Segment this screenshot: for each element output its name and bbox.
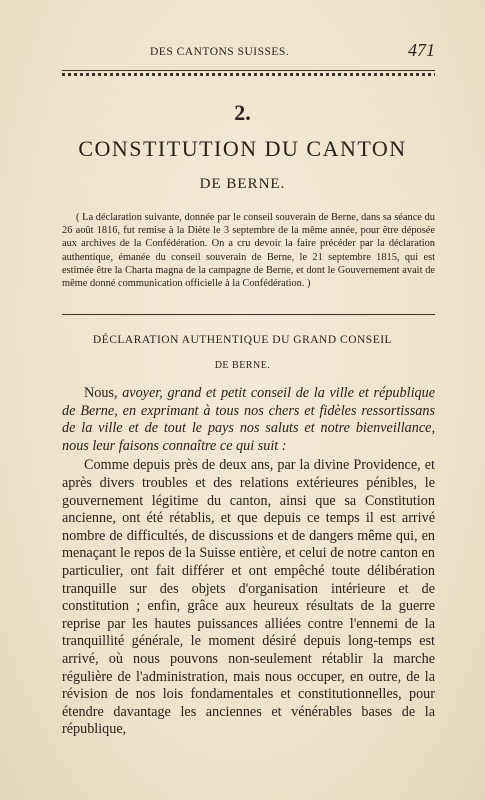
intro-lead: Nous,	[84, 385, 118, 401]
chapter-title: CONSTITUTION DU CANTON	[78, 136, 407, 161]
declaration-title: DÉCLARATION AUTHENTIQUE DU GRAND CONSEIL	[92, 334, 393, 346]
ornamental-rule	[62, 70, 435, 77]
section-number: 2.	[234, 100, 251, 125]
section-divider	[62, 314, 435, 315]
chapter-subtitle: DE BERNE.	[199, 176, 286, 192]
declaration-subtitle: DE BERNE.	[214, 360, 271, 371]
running-title: DES CANTONS SUISSES.	[150, 46, 290, 58]
intro-paragraph	[62, 385, 435, 455]
running-head	[60, 40, 435, 62]
main-paragraph: Comme depuis près de deux ans, par la divine Providence, et après divers troubles et des relations extérieures pénibles, le gouvernement légitime du canton, ainsi que sa Constitution ancienne, ont été rétablis, et que depuis ce temps il est arrivé nombre de difficultés, de discussions et de dangers même qui, en menaçant le repos de la Suisse entière, et celui de notre canton en particulier, ont fait différer et ont empêché toute délibération tranquille sur des objets d'organisation intérieure et de constitution ; enfin, grâce aux heureux résultats de la guerre reprise par les hautes puissances alliées contre l'ennemi de la tranquillité générale, le moment désiré depuis long-temps est arrivé, où nous pouvons non-seulement rétablir la marche régulière de l'administration, mais nous occuper, en outre, de la révision de nos lois fondamentales et constitutionnelles, pour étendre davantage les anciennes et vénérables bases de la république,	[62, 457, 435, 738]
body-text	[62, 385, 435, 739]
page-number: 471	[408, 40, 435, 60]
intro-rest: avoyer, grand et petit conseil de la ville et république de Berne, en exprimant à tous nos chers et fidèles ressortissans de la ville et de tout le pays nos saluts et notre bienveillance, nous leur faisons connaître ce qui suit :	[62, 385, 435, 454]
introductory-note: ( La déclaration suivante, donnée par le conseil souverain de Berne, dans sa séance du 26 août 1816, fut remise à la Diète le 3 septembre de la même année, pour être déposée aux archives de la Confédération. On a cru devoir la faire précéder par la déclaration authentique, émanée du conseil souverain de Berne, le 21 septembre 1815, qui est estimée être la Charta magna de la campagne de Berne, et dont le Gouvernement avait de même donné communication officielle à la Confédération. )	[62, 212, 435, 290]
